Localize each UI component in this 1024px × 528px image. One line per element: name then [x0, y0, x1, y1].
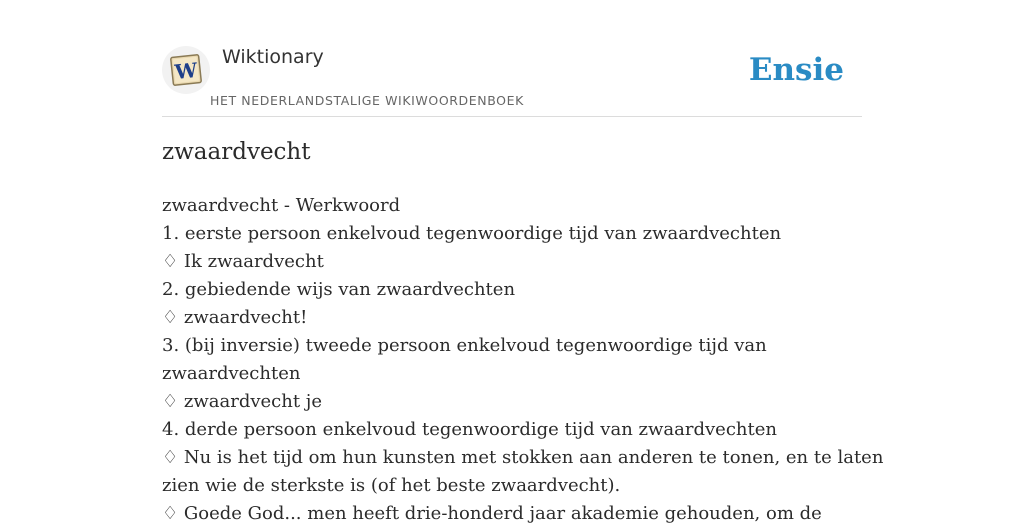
site-header: [162, 0, 862, 117]
example-line: ♢ Ik zwaardvecht: [162, 251, 324, 272]
definition-content: [162, 192, 884, 528]
word-type-line: zwaardvecht - Werkwoord: [162, 195, 401, 216]
logo-letter: W: [173, 57, 199, 85]
example-line-continued: zien wie de sterkste is (of het beste zwaardvecht).: [162, 475, 621, 496]
site-subtitle: HET NEDERLANDSTALIGE WIKIWOORDENBOEK: [210, 93, 524, 108]
definition-line-continued: zwaardvechten: [162, 363, 301, 384]
example-line: ♢ Goede God... men heeft drie-honderd jaar akademie gehouden, om de: [162, 503, 822, 524]
site-name[interactable]: Wiktionary: [222, 46, 324, 68]
page-title: zwaardvecht: [162, 139, 311, 165]
example-line: ♢ zwaardvecht je: [162, 391, 323, 412]
ensie-brand-link[interactable]: Ensie: [748, 52, 844, 88]
wiktionary-logo-icon[interactable]: [162, 46, 210, 94]
definition-line: 2. gebiedende wijs van zwaardvechten: [162, 279, 516, 300]
definition-line: 4. derde persoon enkelvoud tegenwoordige tijd van zwaardvechten: [162, 419, 777, 440]
example-line: ♢ zwaardvecht!: [162, 307, 308, 328]
definition-line: 1. eerste persoon enkelvoud tegenwoordige tijd van zwaardvechten: [162, 223, 782, 244]
definition-line: 3. (bij inversie) tweede persoon enkelvoud tegenwoordige tijd van: [162, 335, 767, 356]
example-line: ♢ Nu is het tijd om hun kunsten met stokken aan anderen te tonen, en te laten: [162, 447, 884, 468]
